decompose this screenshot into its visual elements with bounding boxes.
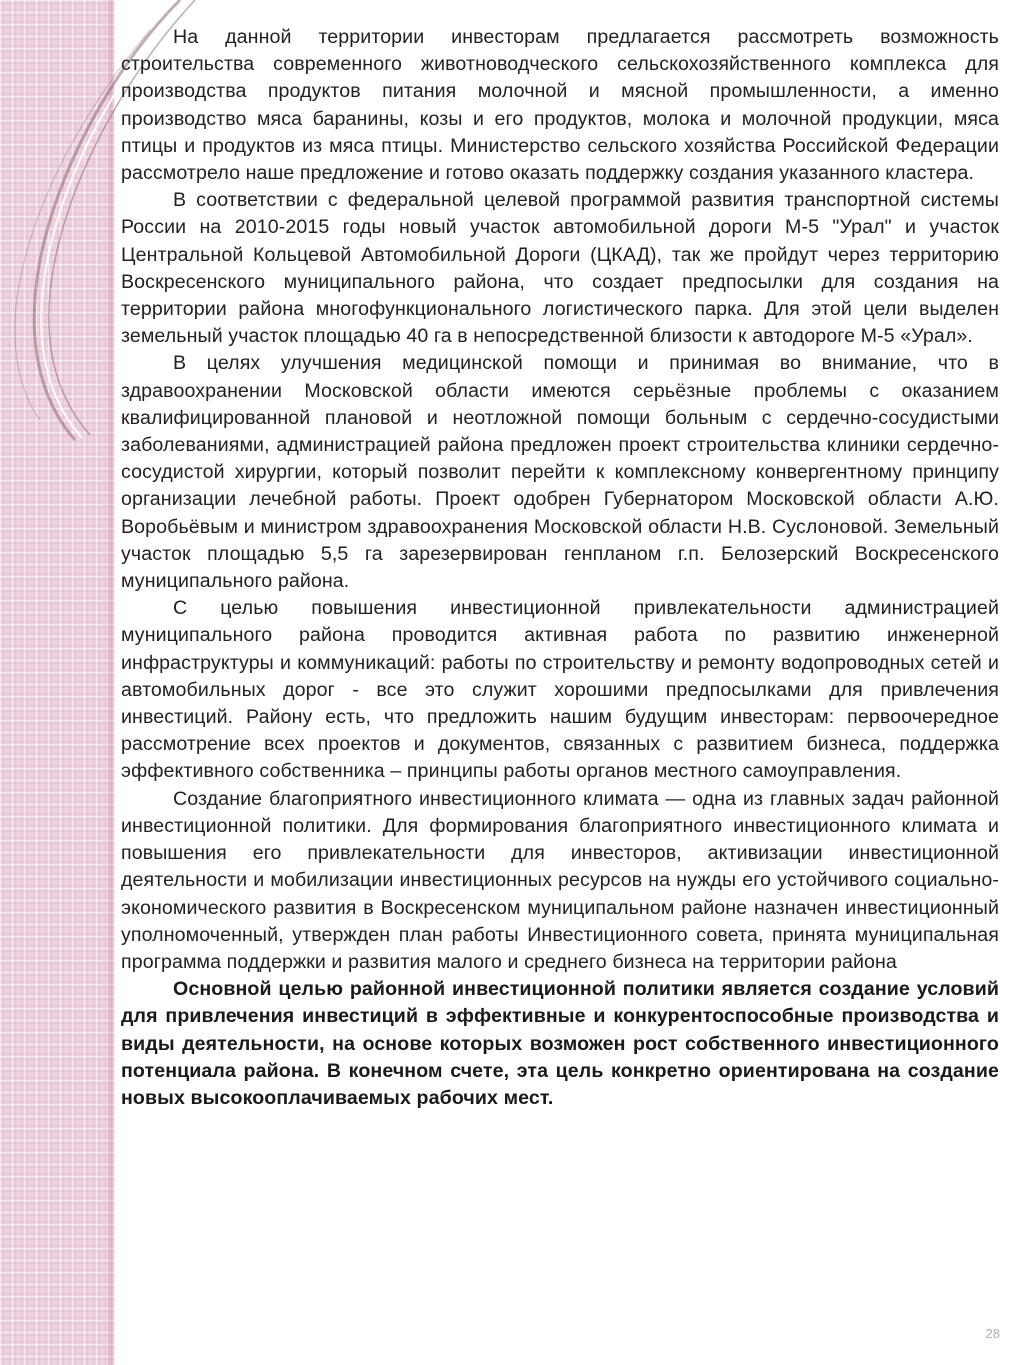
paragraph-transport-logistics: В соответствии с федеральной целевой программой развития транспортной системы России на 2010-2015 годы новый участок автомобильной дороги М-5 "Урал" и участок Центральной Кольцевой Автомобильной Дороги (ЦКАД), так же пройдут через территорию Воскресенского муниципального района, что создает предпосылки для создания на территории района многофункционального логистического парка. Для этой цели выделен земельный участок площадью 40 га в непосредственной близости к автодороге М-5 «Урал».: [121, 189, 999, 348]
paragraph-infrastructure: С целью повышения инвестиционной привлекательности администрацией муниципального района проводится активная работа по развитию инженерной инфраструктуры и коммуникаций: работы по строительству и ремонту водопроводных сетей и автомобильных дорог - все это служит хорошими предпосылками для привлечения инвестиций. Району есть, что предложить нашим будущим инвесторам: первоочередное рассмотрение всех проектов и документов, связанных с развитием бизнеса, поддержка эффективного собственника – принципы работы органов местного самоуправления.: [121, 597, 999, 783]
paragraph-investment-climate: Создание благоприятного инвестиционного климата — одна из главных задач районной инвестиционной политики. Для формирования благоприятного инвестиционного климата и повышения его привлекательности для инвесторов, активизации инвестиционной деятельности и мобилизации инвестиционных ресурсов на нужды его устойчивого социально-экономического развития в Воскресенском муниципальном районе назначен инвестиционный уполномоченный, утвержден план работы Инвестиционного совета, принята муниципальная программа поддержки и развития малого и среднего бизнеса на территории района: [121, 787, 999, 973]
paragraph-cardiac-clinic: В целях улучшения медицинской помощи и принимая во внимание, что в здравоохранении Московской области имеются серьёзные проблемы с оказанием квалифицированной плановой и неотложной помощи больным с сердечно-сосудистыми заболеваниями, администрацией района предложен проект строительства клиники сердечно-сосудистой хирургии, который позволит перейти к комплексному конвергентному принципу организации лечебной работы. Проект одобрен Губернатором Московской области А.Ю. Воробьёвым и министром здравоохранения Московской области Н.В. Суслоновой. Земельный участок площадью 5,5 га зарезервирован генпланом г.п. Белозерский Воскресенского муниципального района.: [121, 352, 999, 593]
document-body: [121, 24, 999, 1112]
page-number: 28: [985, 1326, 1000, 1341]
paragraph-main-goal: Основной целью районной инвестиционной политики является создание условий для привлечения инвестиций в эффективные и конкурентоспособные производства и виды деятельности, на основе которых возможен рост собственного инвестиционного потенциала района. В конечном счете, эта цель конкретно ориентирована на создание новых высокооплачиваемых рабочих мест.: [121, 978, 999, 1109]
paragraph-livestock-complex: На данной территории инвесторам предлагается рассмотреть возможность строительства современного животноводческого сельскохозяйственного комплекса для производства продуктов питания молочной и мясной промышленности, а именно производство мяса баранины, козы и его продуктов, молока и молочной продукции, мяса птицы и продуктов из мяса птицы. Министерство сельского хозяйства Российской Федерации рассмотрело наше предложение и готово оказать поддержку создания указанного кластера.: [121, 26, 999, 185]
